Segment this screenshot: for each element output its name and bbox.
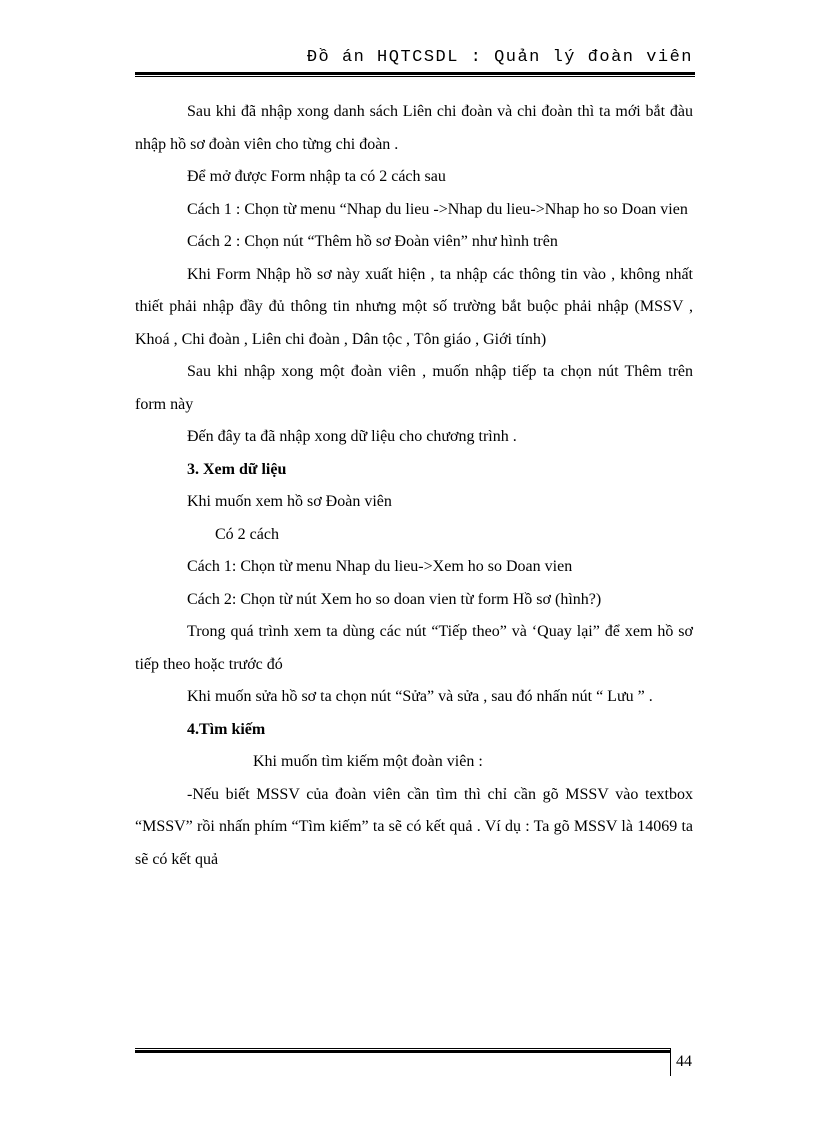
paragraph-13: Khi muốn sửa hồ sơ ta chọn nút “Sửa” và sửa , sau đó nhấn nút “ Lưu ” . xyxy=(187,688,653,705)
paragraph-7: Đến đây ta đã nhập xong dữ liệu cho chương trình . xyxy=(187,428,517,445)
paragraph-15: -Nếu biết MSSV của đoàn viên cần tìm thì chỉ cần gõ MSSV vào textbox “MSSV” rồi nhấn phím “Tìm kiếm” ta sẽ có kết quả . Ví dụ : Ta gõ MSSV là 14069 ta sẽ có kết quả xyxy=(135,785,693,868)
paragraph-12: Trong quá trình xem ta dùng các nút “Tiếp theo” và ‘Quay lại” để xem hồ sơ tiếp theo hoặc trước đó xyxy=(135,623,693,673)
paragraph-14: Khi muốn tìm kiếm một đoàn viên : xyxy=(253,753,483,770)
header-title: Đồ án HQTCSDL : Quản lý đoàn viên xyxy=(306,48,693,67)
section-heading-view-data: 3. Xem dữ liệu xyxy=(187,460,287,478)
page-number: 44 xyxy=(676,1053,692,1070)
paragraph-2: Để mở được Form nhập ta có 2 cách sau xyxy=(187,168,446,185)
paragraph-8: Khi muốn xem hồ sơ Đoàn viên xyxy=(187,493,392,510)
paragraph-5: Khi Form Nhập hồ sơ này xuất hiện , ta nhập các thông tin vào , không nhất thiết phải nhập đầy đủ thông tin nhưng một số trường bắt buộc phải nhập (MSSV , Khoá , Chi đoàn , Liên chi đoàn , Dân tộc , Tôn giáo , Giới tính) xyxy=(135,265,693,348)
footer-rule xyxy=(135,1048,670,1053)
paragraph-4: Cách 2 : Chọn nút “Thêm hồ sơ Đoàn viên” như hình trên xyxy=(187,233,558,250)
paragraph-3: Cách 1 : Chọn từ menu “Nhap du lieu ->Nhap du lieu->Nhap ho so Doan vien xyxy=(187,200,688,218)
paragraph-1: Sau khi đã nhập xong danh sách Liên chi đoàn và chi đoàn thì ta mới bắt đàu nhập hồ sơ đoàn viên cho từng chi đoàn . xyxy=(135,103,693,153)
paragraph-10: Cách 1: Chọn từ menu Nhap du lieu->Xem ho so Doan vien xyxy=(187,558,573,575)
header-rule xyxy=(135,72,695,77)
paragraph-11: Cách 2: Chọn từ nút Xem ho so doan vien từ form Hồ sơ (hình?) xyxy=(187,590,602,608)
footer-vertical-rule xyxy=(670,1048,671,1076)
document-body xyxy=(135,96,693,876)
paragraph-6: Sau khi nhập xong một đoàn viên , muốn nhập tiếp ta chọn nút Thêm trên form này xyxy=(135,363,693,413)
paragraph-9: Có 2 cách xyxy=(215,525,279,543)
section-heading-search: 4.Tìm kiếm xyxy=(187,720,266,738)
